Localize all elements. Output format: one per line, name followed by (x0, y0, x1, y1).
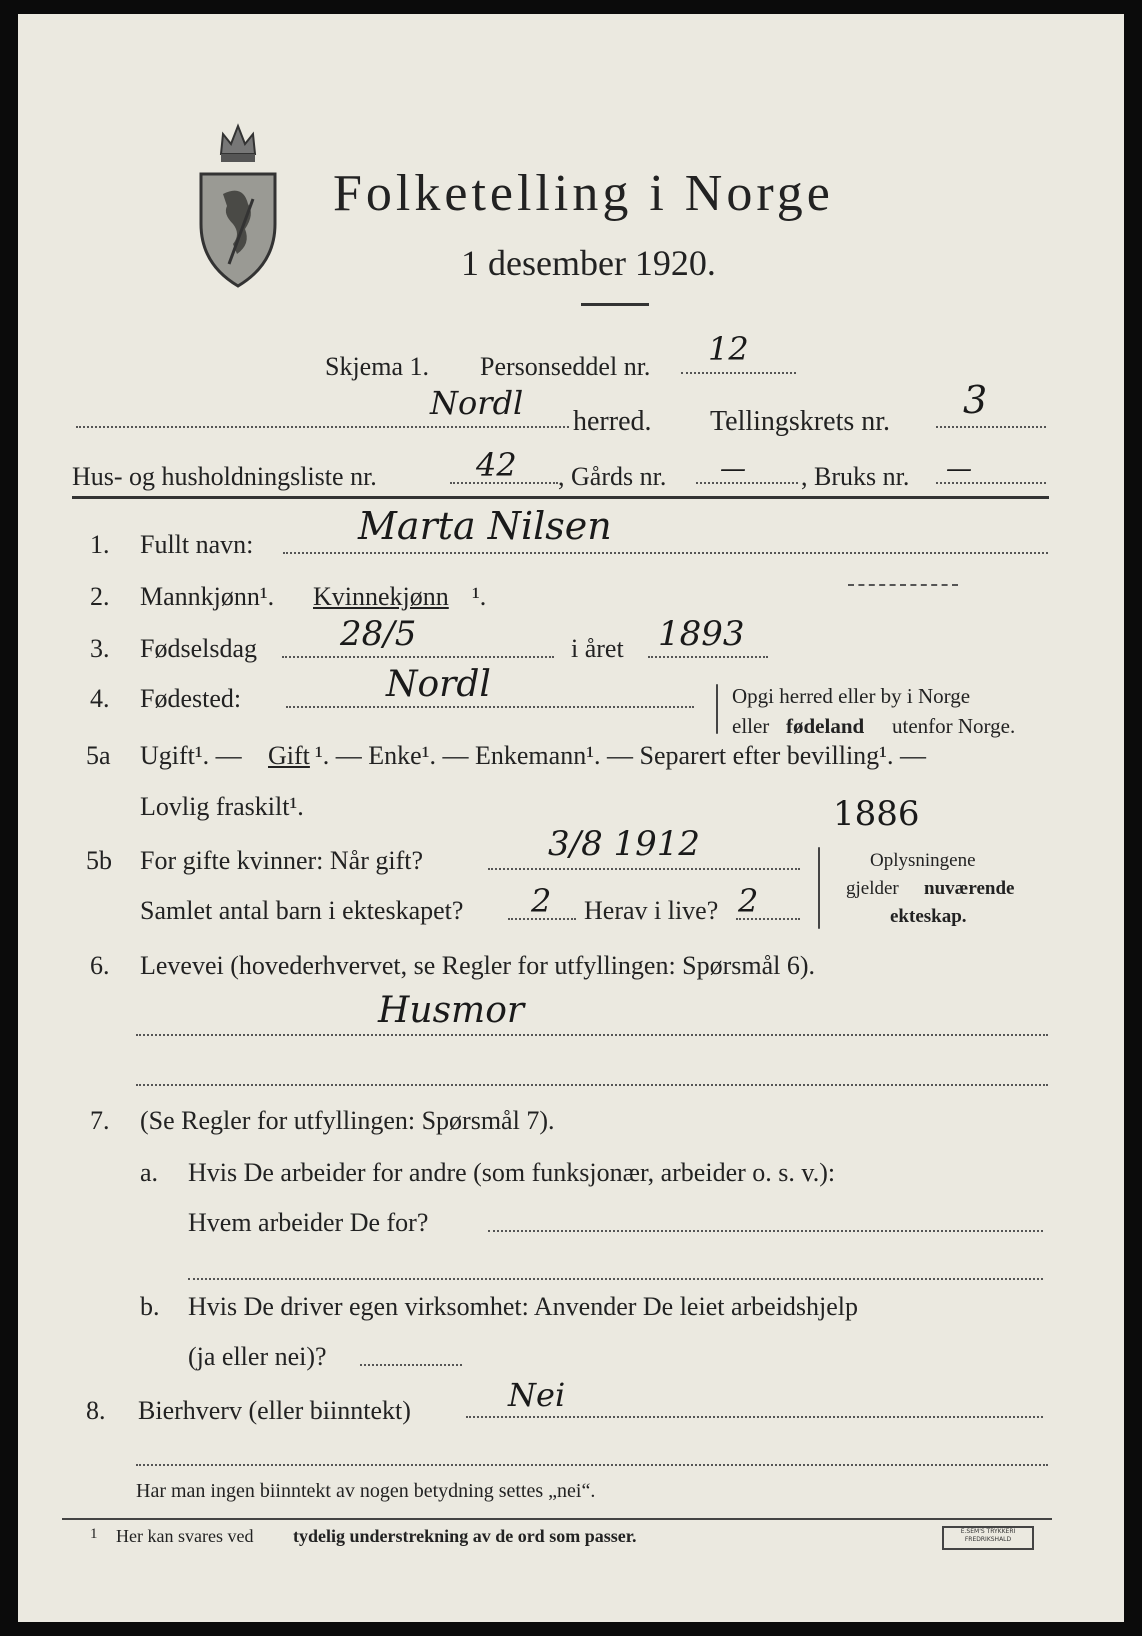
q6-occupation-value: Husmor (378, 990, 525, 1031)
norway-coat-of-arms-icon (193, 114, 283, 289)
q3-year-value: 1893 (658, 614, 745, 654)
footer-divider (62, 1518, 1052, 1520)
herred-label: herred. (573, 406, 652, 437)
q4-label: Fødested: (140, 684, 242, 713)
q5b-number: 5b (86, 846, 112, 875)
q6-label: Levevei (hovederhvervet, se Regler for utfyllingen: Spørsmål 6). (140, 951, 816, 980)
q5b-label2: Samlet antal barn i ekteskapet? (140, 896, 464, 925)
skjema-label: Skjema 1. (325, 352, 429, 381)
q7a-line1: Hvis De arbeider for andre (som funksjonær, arbeider o. s. v.): (188, 1158, 836, 1187)
q6-line2 (136, 1084, 1048, 1086)
personseddel-line (681, 372, 796, 374)
q3-number: 3. (90, 634, 110, 663)
q5b-note-line3: ekteskap. (890, 906, 967, 927)
q7a-line2: Hvem arbeider De for? (188, 1208, 429, 1237)
tellingskrets-label: Tellingskrets nr. (710, 406, 891, 437)
tellingskrets-value: 3 (963, 378, 988, 422)
q5b-line1 (488, 868, 800, 870)
q3-line (282, 656, 554, 658)
gards-line (696, 482, 798, 484)
personseddel-value: 12 (708, 330, 749, 368)
q5a-lovlig-fraskilt: Lovlig fraskilt¹. (140, 792, 304, 821)
herred-value: Nordl (430, 384, 524, 422)
q2-kvinnekjonn-underlined: Kvinnekjønn (313, 582, 449, 611)
q7b-line (360, 1364, 462, 1366)
form-title: Folketelling i Norge (333, 165, 834, 222)
footer-note: Har man ingen biinntekt av nogen betydning settes „nei“. (136, 1480, 596, 1502)
husholdningsliste-value: 42 (476, 446, 517, 484)
header-divider (72, 496, 1049, 499)
q4-note-line2-c: utenfor Norge. (892, 714, 1016, 738)
q5a-gift-underlined: Gift (268, 741, 310, 770)
q8-number: 8. (86, 1396, 106, 1425)
q5b-note-brace (818, 847, 820, 929)
q2-mannkjonn: Mannkjønn¹. (140, 582, 275, 611)
q1-number: 1. (90, 530, 110, 559)
q7b-letter: b. (140, 1292, 160, 1321)
q4-note-line2-b: fødeland (786, 714, 865, 738)
footnote-text-b: tydelig understrekning av de ord som passer. (293, 1526, 637, 1546)
q7b-line1: Hvis De driver egen virksomhet: Anvender De leiet arbeidshjelp (188, 1292, 859, 1321)
q2-stray-mark (848, 584, 958, 586)
q5b-label3: Herav i live? (584, 896, 719, 925)
q7-number: 7. (90, 1106, 110, 1135)
q5a-ugift: Ugift¹. — (140, 741, 242, 770)
q4-line (286, 706, 694, 708)
q3-birthday-value: 28/5 (340, 614, 417, 654)
q5a-number: 5a (86, 741, 111, 770)
q2-number: 2. (90, 582, 110, 611)
q7a-line (488, 1230, 1043, 1232)
gards-value: — (720, 454, 746, 484)
q4-note-line2-a: eller (732, 714, 770, 738)
q1-line (283, 552, 1048, 554)
q6-number: 6. (90, 951, 110, 980)
husholdningsliste-label: Hus- og husholdningsliste nr. (72, 462, 377, 491)
q8-line (466, 1416, 1043, 1418)
census-form (18, 14, 1124, 1622)
personseddel-label: Personseddel nr. (480, 352, 651, 381)
q4-note-line1: Opgi herred eller by i Norge (732, 684, 971, 708)
q5b-alive-value: 2 (738, 882, 759, 920)
q5a-options: ¹. — Enke¹. — Enkemann¹. — Separert efter bevilling¹. — (315, 741, 926, 770)
footnote-text-a: Her kan svares ved (116, 1526, 254, 1546)
q4-birthplace-value: Nordl (386, 664, 491, 705)
q5b-note-line2-a: gjelder (846, 878, 899, 899)
q7a-line-extra (188, 1278, 1043, 1280)
q7a-letter: a. (140, 1158, 159, 1187)
q8-label: Bierhverv (eller biinntekt) (138, 1396, 411, 1425)
q5b-married-date-value: 3/8 1912 (548, 824, 701, 864)
q3-year-line (648, 656, 768, 658)
q4-note-brace (716, 684, 718, 734)
bruks-label: , Bruks nr. (801, 462, 910, 491)
q7-label: (Se Regler for utfyllingen: Spørsmål 7). (140, 1106, 555, 1135)
q2-footnote-mark: ¹. (472, 582, 487, 611)
q4-number: 4. (90, 684, 110, 713)
q1-full-name-value: Marta Nilsen (358, 504, 612, 548)
q3-label: Fødselsdag (140, 634, 257, 663)
tellingskrets-line (936, 426, 1046, 428)
q3-year-label: i året (571, 634, 624, 663)
printer-stamp: E.SEM'S TRYKKERI FREDRIKSHALD (942, 1526, 1034, 1550)
census-date: 1 desember 1920. (461, 243, 716, 283)
q7b-line2: (ja eller nei)? (188, 1342, 327, 1371)
footnote-number: 1 (90, 1526, 98, 1542)
title-divider (581, 303, 649, 306)
herred-line (76, 426, 569, 428)
q8-sideincome-value: Nei (508, 1376, 566, 1414)
q1-label: Fullt navn: (140, 530, 254, 559)
gards-label: , Gårds nr. (558, 462, 667, 491)
bruks-value: — (946, 454, 972, 484)
q5b-note-line1: Oplysningene (870, 850, 976, 871)
q5b-children-value: 2 (531, 882, 552, 920)
q5b-label1: For gifte kvinner: Når gift? (140, 846, 424, 875)
q5b-note-line2-b: nuværende (924, 878, 1015, 899)
q6-line1 (136, 1034, 1048, 1036)
q5a-margin-note: 1886 (833, 794, 920, 834)
q8-line2 (136, 1464, 1048, 1466)
